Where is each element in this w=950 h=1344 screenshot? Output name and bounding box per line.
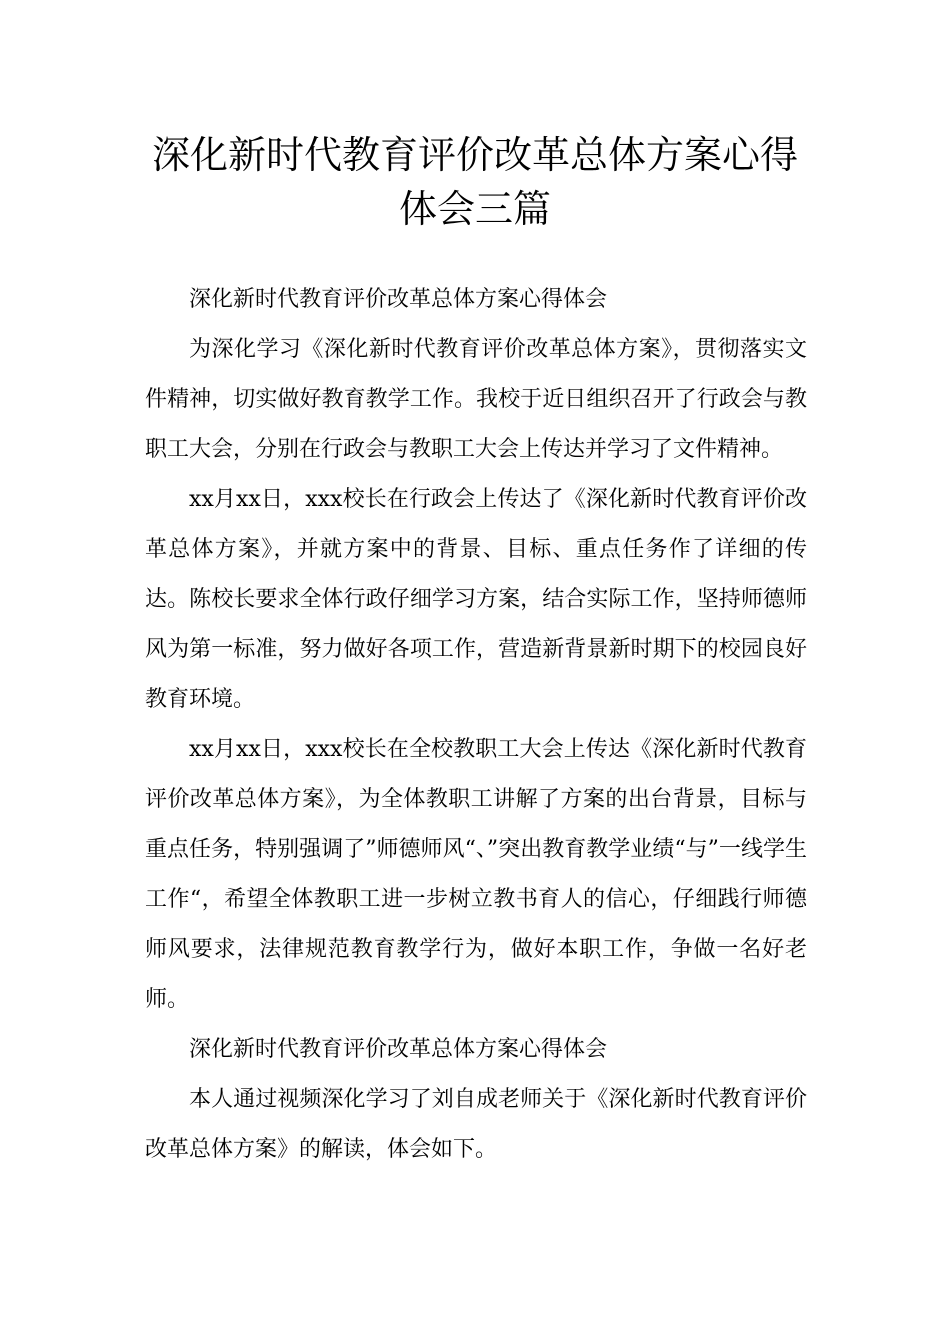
- body-paragraph: 本人通过视频深化学习了刘自成老师关于《深化新时代教育评价改革总体方案》的解读，体会如下。: [145, 1087, 807, 1162]
- body-paragraph: xx月xx日，xxx校长在全校教职工大会上传达《深化新时代教育评价改革总体方案》，为全体教职工讲解了方案的出台背景，目标与重点任务，特别强调了”师德师风“、”突出教育教学业绩“与”一线学生工作“，希望全体教职工进一步树立教书育人的信心，仔细践行师德师风要求，法律规范教育教学行为，做好本职工作，争做一名好老师。: [145, 737, 807, 1012]
- document-title-line-1: 深化新时代教育评价改革总体方案心得: [151, 133, 798, 177]
- body-paragraph: 为深化学习《深化新时代教育评价改革总体方案》，贯彻落实文件精神，切实做好教育教学工作。我校于近日组织召开了行政会与教职工大会，分别在行政会与教职工大会上传达并学习了文件精神。: [145, 337, 807, 462]
- section-heading: 深化新时代教育评价改革总体方案心得体会: [189, 287, 608, 312]
- document-body: [145, 275, 807, 1175]
- document-title-line-2: 体会三篇: [398, 187, 551, 231]
- body-paragraph: xx月xx日，xxx校长在行政会上传达了《深化新时代教育评价改革总体方案》，并就方案中的背景、目标、重点任务作了详细的传达。陈校长要求全体行政仔细学习方案，结合实际工作，坚持师德师风为第一标准，努力做好各项工作，营造新背景新时期下的校园良好教育环境。: [145, 487, 807, 712]
- section-heading: 深化新时代教育评价改革总体方案心得体会: [189, 1037, 608, 1062]
